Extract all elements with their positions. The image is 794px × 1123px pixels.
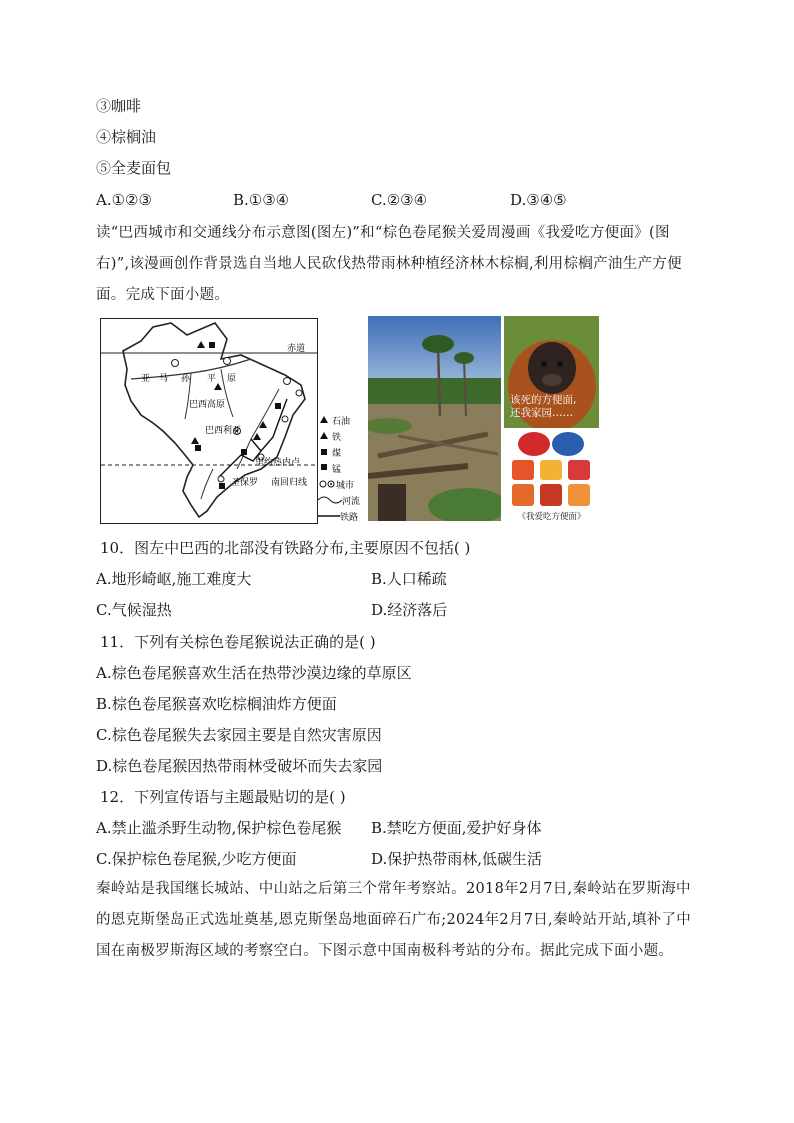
manganese-marker-1 — [209, 342, 215, 348]
legend-coal-icon — [321, 449, 327, 455]
legend-river: 河流 — [342, 497, 361, 507]
legend-manganese-icon — [321, 464, 327, 470]
amazon-label-2: 马 — [159, 374, 169, 384]
oil-marker-1 — [197, 341, 205, 348]
iron-marker-1 — [214, 383, 222, 390]
legend-oil-icon — [320, 416, 328, 423]
intro-paragraph-brazil: 读“巴西城市和交通线分布示意图(图左)”和“棕色卷尾猴关爱周漫画《我爱吃方便面》(图右)”,该漫画创作背景选自当地人民砍伐热带雨林种植经济林木棕榈,利用棕榈产油生产方便面。完成下面小题。 — [96, 225, 682, 303]
city-salvador — [282, 416, 288, 422]
city-fortaleza — [284, 378, 291, 385]
deforestation-photo-drawing — [368, 316, 501, 521]
monkey-picture — [504, 316, 599, 428]
railway-3 — [219, 455, 241, 477]
q11-option-a: A.棕色卷尾猴喜欢生活在热带沙漠边缘的草原区 — [96, 664, 412, 682]
q11-stem: 11．下列有关棕色卷尾猴说法正确的是( ) — [100, 633, 376, 651]
tropic-label: 南回归线 — [271, 478, 308, 488]
legend-manganese: 锰 — [332, 465, 342, 475]
q9-choice-d: D.③④⑤ — [510, 191, 567, 209]
amazon-label-5: 原 — [227, 374, 237, 384]
amazon-label-4: 平 — [207, 374, 217, 384]
intro-paragraph-antarctica: 秦岭站是我国继长城站、中山站之后第三个常年考察站。2018年2月7日,秦岭站在罗斯海中的恩克斯堡岛正式选址奠基,恩克斯堡岛地面碎石广布;2024年2月7日,秦岭站开站,填补了中国在南极罗斯海区域的考察空白。下图示意中国南极科考站的分布。据此完成下面小题。 — [96, 881, 692, 959]
legend-city: 城市 — [336, 481, 355, 491]
q9-choice-b: B.①③④ — [233, 191, 290, 209]
coal-marker-2 — [241, 449, 247, 455]
q10-option-c: C.气候湿热 — [96, 601, 172, 619]
q10-option-a: A.地形崎岖,施工难度大 — [96, 570, 252, 588]
q11-option-d: D.棕色卷尾猴因热带雨林受破坏而失去家园 — [96, 757, 383, 775]
legend-coal: 煤 — [332, 449, 342, 459]
city-recife — [296, 390, 302, 396]
speech-line-1: 该死的方便面, — [510, 394, 577, 406]
oil-marker-2 — [191, 437, 199, 444]
amazon-label-3: 孙 — [181, 374, 191, 384]
legend-rail: 铁路 — [340, 513, 359, 522]
equator-label: 赤道 — [287, 344, 306, 354]
q10-stem: 10．图左中巴西的北部没有铁路分布,主要原因不包括( ) — [100, 539, 471, 557]
q12-option-c: C.保护棕色卷尾猴,少吃方便面 — [96, 850, 297, 868]
parana-river — [201, 469, 213, 499]
q10-option-d: D.经济落后 — [371, 601, 448, 619]
city-saopaulo — [218, 476, 224, 482]
coal-marker-3 — [219, 483, 225, 489]
plateau-label: 巴西高原 — [189, 400, 226, 410]
q12-option-a: A.禁止滥杀野生动物,保护棕色卷尾猴 — [96, 819, 342, 837]
amazon-label-1: 亚 — [141, 374, 151, 384]
city-belem — [224, 358, 231, 365]
legend-oil: 石油 — [332, 417, 351, 427]
legend-city-icon — [320, 481, 326, 487]
coal-marker-1 — [195, 445, 201, 451]
noodle-cups-picture — [504, 430, 599, 522]
saopaulo-label: 圣保罗 — [231, 478, 259, 488]
legend-iron: 铁 — [332, 433, 342, 443]
option-4: ④棕榈油 — [96, 128, 157, 146]
cartoon-title: 《我爱吃方便面》 — [517, 512, 586, 522]
manganese-marker-2 — [275, 403, 281, 409]
legend-river-icon — [318, 497, 342, 503]
brazil-map-drawing — [101, 319, 317, 523]
brazil-map — [100, 318, 318, 524]
q9-choice-c: C.②③④ — [371, 191, 428, 209]
brasilia-label: 巴西利亚 — [205, 426, 242, 436]
deforestation-photo — [368, 316, 501, 521]
q10-option-b: B.人口稀疏 — [371, 570, 447, 588]
map-legend — [318, 410, 368, 522]
q11-option-b: B.棕色卷尾猴喜欢吃棕榈油炸方便面 — [96, 695, 337, 713]
option-3: ③咖啡 — [96, 97, 142, 115]
q9-choice-a: A.①②③ — [96, 191, 152, 209]
rio-label: 里约热内卢 — [255, 458, 301, 468]
city-manaus — [172, 360, 179, 367]
q12-option-d: D.保护热带雨林,低碳生活 — [371, 850, 543, 868]
speech-line-2: 还我家园…… — [510, 407, 573, 419]
q12-stem: 12．下列宣传语与主题最贴切的是( ) — [100, 788, 346, 806]
legend-iron-icon — [320, 432, 328, 439]
option-5: ⑤全麦面包 — [96, 159, 172, 177]
q12-option-b: B.禁吃方便面,爱护好身体 — [371, 819, 542, 837]
noodle-cups-drawing — [504, 430, 599, 510]
q11-option-c: C.棕色卷尾猴失去家园主要是自然灾害原因 — [96, 726, 382, 744]
